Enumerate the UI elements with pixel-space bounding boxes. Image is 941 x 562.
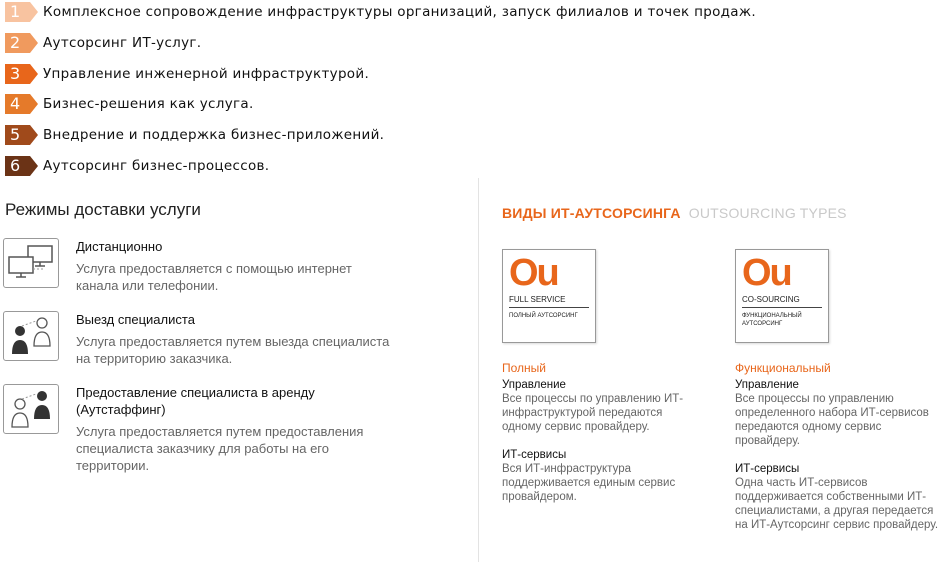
card-label-ru: ФУНКЦИОНАЛЬНЫЙ АУТСОРСИНГ (742, 313, 802, 327)
list-item (5, 94, 756, 114)
outstaffing-icon (3, 384, 59, 434)
functional-outsourcing-column (735, 361, 939, 532)
mode-description: Услуга предоставляется с помощью интернет канала или телефонии. (76, 261, 352, 293)
number-badge: 3 (5, 64, 30, 84)
it-services-text: Вся ИТ-инфраструктура поддерживается единым сервис провайдером. (502, 463, 676, 503)
it-services-text: Одна часть ИТ-сервисов поддерживается собственными ИТ-специалистами, а другая передается на ИТ-Аутсорсинг сервис провайдеру. (735, 477, 939, 531)
mode-title: Предоставление специалиста в аренду (Аутстаффинг) (76, 385, 315, 417)
mode-title: Выезд специалиста (76, 312, 195, 327)
number-badge: 5 (5, 125, 30, 145)
number-badge: 1 (5, 2, 30, 22)
subheading-it-services: ИТ-сервисы (502, 449, 567, 461)
mode-description: Услуга предоставляется путем предоставления специалиста заказчику для работы на его территории. (76, 424, 364, 473)
card-divider (742, 307, 822, 308)
title-ru: ВИДЫ ИТ-АУТСОРСИНГА (502, 205, 681, 221)
list-item-text: Бизнес-решения как услуга. (43, 96, 254, 113)
list-item-text: Управление инженерной инфраструктурой. (43, 65, 370, 82)
card-divider (509, 307, 589, 308)
mode-title: Дистанционно (76, 239, 163, 254)
number-badge: 2 (5, 33, 30, 53)
subheading-management: Управление (735, 379, 799, 391)
management-text: Все процессы по управлению определенного набора ИТ-сервисов передаются одному сервис провайдеру. (735, 393, 929, 447)
card-label-en: CO-SOURCING (742, 295, 800, 304)
card-label-ru: ПОЛНЫЙ АУТСОРСИНГ (509, 313, 578, 319)
card-logo: Ou (509, 252, 558, 294)
subheading-it-services: ИТ-сервисы (735, 463, 800, 475)
remote-computers-icon (3, 238, 59, 288)
list-item-text: Аутсорсинг бизнес-процессов. (43, 157, 270, 174)
co-sourcing-card (735, 249, 829, 343)
list-item (5, 64, 756, 84)
section-title: Режимы доставки услуги (5, 200, 201, 219)
title-en: OUTSOURCING TYPES (688, 205, 847, 221)
list-item (5, 125, 756, 145)
mode-description: Услуга предоставляется путем выезда специалиста на территорию заказчика. (76, 334, 390, 366)
card-logo: Ou (742, 252, 791, 294)
type-name: Полный (502, 361, 546, 375)
numbered-services-list (5, 2, 756, 187)
list-item-text: Комплексное сопровождение инфраструктуры организаций, запуск филиалов и точек продаж. (43, 4, 756, 20)
list-item (5, 33, 756, 53)
list-item (5, 156, 756, 176)
number-badge: 4 (5, 94, 30, 114)
full-service-card (502, 249, 596, 343)
list-item-text: Внедрение и поддержка бизнес-приложений. (43, 127, 385, 144)
card-label-en: FULL SERVICE (509, 295, 566, 304)
list-item-text: Аутсорсинг ИТ-услуг. (43, 34, 202, 51)
list-item (5, 2, 756, 22)
subheading-management: Управление (502, 379, 566, 391)
management-text: Все процессы по управлению ИТ-инфраструктурой передаются одному сервис провайдеру. (502, 393, 684, 433)
specialist-visit-icon (3, 311, 59, 361)
type-name: Функциональный (735, 361, 831, 375)
vertical-divider (478, 178, 479, 562)
number-badge: 6 (5, 156, 30, 176)
full-outsourcing-column (502, 361, 702, 504)
outsourcing-types-title (502, 205, 847, 221)
